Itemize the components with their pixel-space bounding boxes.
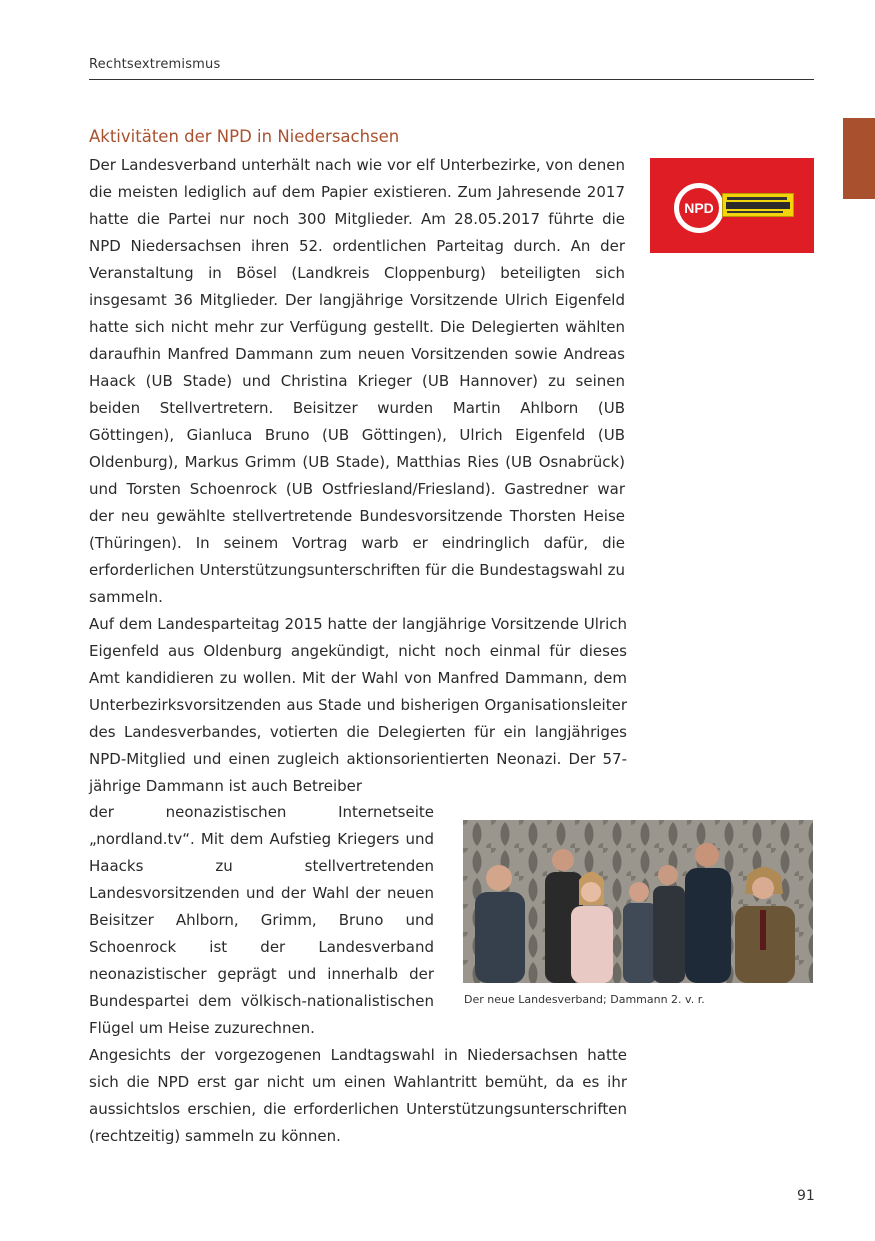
npd-logo-banner [722, 193, 794, 217]
running-head: Rechtsextremismus [89, 57, 221, 72]
section-heading: Aktivitäten der NPD in Niedersachsen [89, 127, 400, 146]
npd-logo-image [650, 158, 814, 253]
banner-line [727, 197, 787, 200]
npd-logo-letters: NPD [679, 188, 719, 228]
chapter-tab-marker [843, 118, 875, 199]
paragraph-1: Der Landesverband unterhält nach wie vor elf Unterbezirke, von denen die meisten lediglich auf dem Papier existieren. Zum Jahresende 2017 hatte die Partei nur noch 300 Mitglieder. Am 28.05.2017 führte die NPD Niedersachsen ihren 52. ordentlichen Parteitag durch. An der Veranstaltung in Bösel (Landkreis Cloppenburg) beteiligten sich insgesamt 36 Mitglieder. Der langjährige Vorsitzende Ulrich Eigenfeld hatte sich nicht mehr zur Verfügung gestellt. Die Delegierten wählten daraufhin Manfred Dammann zum neuen Vorsitzenden sowie Andreas Haack (UB Stade) und Christina Krieger (UB Hannover) zu seinen beiden Stellvertretern. Beisitzer wurden Martin Ahlborn (UB Göttingen), Gianluca Bruno (UB Göttingen), Ulrich Eigenfeld (UB Oldenburg), Markus Grimm (UB Stade), Matthias Ries (UB Osnabrück) und Torsten Schoenrock (UB Ostfriesland/Friesland). Gastredner war der neu gewählte stellvertretende Bundesvorsitzende Thorsten Heise (Thüringen). In seinem Vortrag warb er eindringlich dafür, die erforderlichen Unterstützungsunterschriften für die Bundestagswahl zu sammeln. [89, 156, 625, 606]
npd-logo-circle [674, 183, 724, 233]
paragraph-2: Auf dem Landesparteitag 2015 hatte der langjährige Vorsitzende Ulrich Eigenfeld aus Oldenburg angekündigt, nicht noch einmal für dieses Amt kandidieren zu wollen. Mit der Wahl von Manfred Dammann, dem Unterbezirksvorsitzenden aus Stade und bisherigen Organisationsleiter des Landesverbandes, votierten die Delegierten für ein langjähriges NPD-Mitglied und einen zugleich aktionsorientierten Neonazi. Der 57-jährige Dammann ist auch Betreiber [89, 615, 627, 795]
banner-line [727, 211, 783, 213]
page-number: 91 [797, 1188, 815, 1204]
banner-dark-strip [726, 202, 790, 209]
paragraph-3: der neonazistischen Internetseite „nordland.tv“. Mit dem Aufstieg Kriegers und Haacks zu stellvertretenden Landesvorsitzenden und der Wahl der neuen Beisitzer Ahlborn, Grimm, Bruno und Schoenrock ist der Landesverband neonazistischer geprägt und innerhalb der Bundespartei dem völkisch-nationalistischen Flügel um Heise zuzurechnen. [89, 803, 434, 1037]
group-photo [463, 820, 813, 983]
paragraph-4: Angesichts der vorgezogenen Landtagswahl in Niedersachsen hatte sich die NPD erst gar nicht um einen Wahlantritt bemüht, da es ihr aussichtslos erschien, die erforderlichen Unterstützungsunterschriften (rechtzeitig) sammeln zu können. [89, 1046, 627, 1145]
photo-caption: Der neue Landesverband; Dammann 2. v. r. [464, 993, 705, 1006]
header-rule [89, 79, 814, 80]
